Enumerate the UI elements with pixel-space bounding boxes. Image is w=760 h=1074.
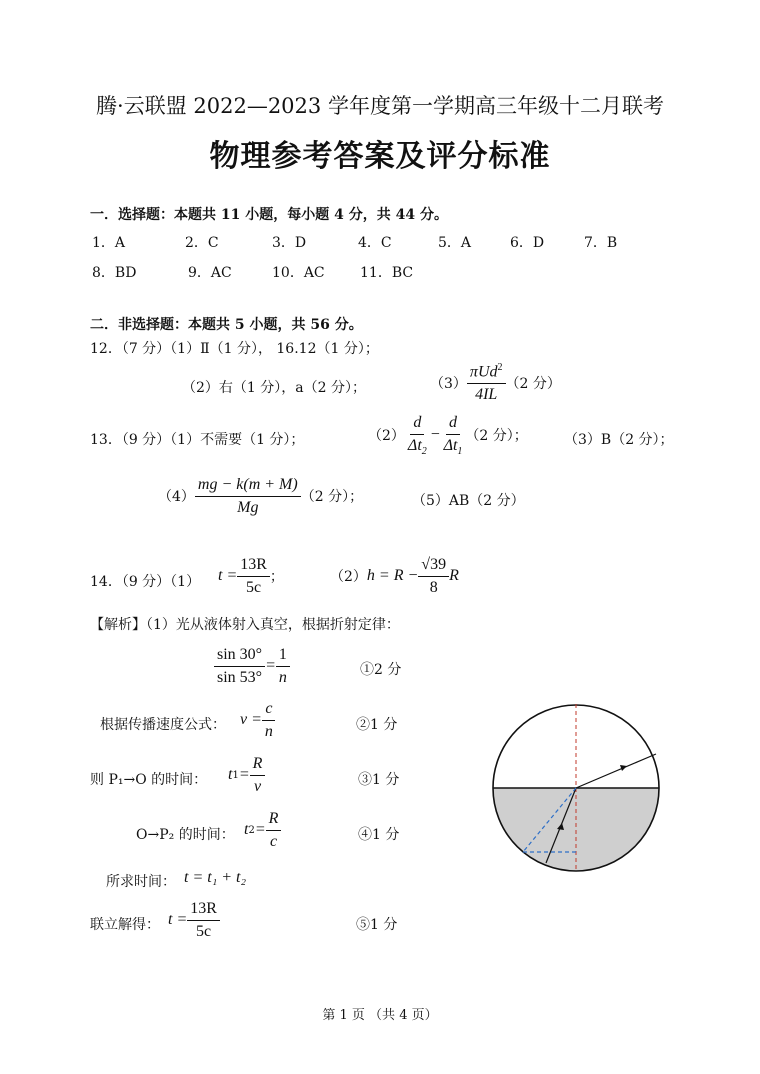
q14-answer1-end: ；: [269, 569, 284, 586]
q14-eq3: [228, 755, 265, 795]
q14-eq2: [240, 700, 276, 740]
q14-eq4-score: ④1 分: [358, 827, 400, 843]
answer-item: 7．B: [584, 235, 618, 251]
q14-eq2-num: c: [262, 700, 275, 721]
q14-eq4-lhs: t: [244, 821, 249, 839]
q13-fraction-1-den: Δt: [407, 436, 422, 454]
q14-answer1-num: 13R: [237, 556, 270, 577]
q13-part4-score: （2 分）；: [300, 489, 364, 506]
q14-eq3-equals: =: [238, 766, 250, 784]
q12-fraction-den: 4IL: [475, 385, 498, 403]
q14-answer2-label: （2）: [330, 569, 367, 586]
q14-eq4-equals: =: [254, 821, 266, 839]
q13-fraction-2-den: Δt: [443, 436, 458, 454]
q13-minus: −: [429, 426, 441, 444]
q14-answer1: [218, 556, 284, 596]
q14-prefix: 14．（9 分）（1）: [90, 574, 201, 590]
q14-answer1-fraction: [237, 556, 270, 596]
answer-item: 1．A: [92, 235, 126, 251]
q12-part3-label: （3）: [430, 375, 467, 392]
answer-item: 5．A: [438, 235, 472, 251]
q14-answer1-lhs: t =: [218, 567, 238, 585]
q14-eq1-score: ①2 分: [360, 662, 402, 678]
q14-eq6-den: 5c: [196, 922, 212, 940]
q14-eq4-den: c: [269, 832, 278, 850]
q13-fraction-1-sub: 2: [421, 445, 427, 457]
q12-fraction-sup: 2: [497, 362, 503, 373]
q14-eq3-den: v: [253, 777, 262, 795]
q14-eq3-num: R: [250, 755, 266, 776]
q13-fraction-2-sub: 1: [457, 445, 463, 457]
q12-part2: （2）右（1 分），a（2 分）；: [182, 380, 366, 396]
q14-eq2-score: ②1 分: [356, 717, 398, 733]
section1-heading: 一．选择题：本题共 11 小题，每小题 4 分，共 44 分。: [90, 207, 448, 223]
q13-part2: [368, 414, 528, 457]
q14-eq6-fraction: [187, 900, 220, 940]
q13-part2-label: （2）: [368, 428, 405, 445]
q14-answer2-num: √39: [418, 556, 449, 577]
q14-eq3-lhs: t: [228, 766, 233, 784]
q14-eq4-sub: 2: [248, 824, 255, 836]
q13-fraction-4: [195, 476, 301, 516]
q14-eq6-score: ⑤1 分: [356, 917, 398, 933]
answer-item: 9．AC: [188, 265, 232, 281]
q14-answer2: [330, 556, 459, 596]
q14-eq1-equals: =: [265, 657, 276, 675]
q14-eq1-fraction-2: [276, 646, 290, 686]
refraction-diagram: [490, 702, 662, 874]
q14-eq1-den2: n: [278, 668, 287, 686]
q13-part2-score: （2 分）；: [465, 428, 528, 445]
q13-fraction-4-num: mg − k(m + M): [195, 476, 301, 497]
q14-answer2-lhs: h = R −: [366, 567, 419, 585]
document-title: 物理参考答案及评分标准: [209, 139, 551, 174]
q14-eq6-text: 联立解得：: [90, 917, 160, 933]
q14-eq1-num1: sin 30°: [214, 646, 265, 667]
q12-fraction: [467, 362, 506, 404]
q14-eq2-den: n: [264, 722, 273, 740]
q14-eq2-lhs: v =: [240, 711, 262, 729]
refracted-ray-arrow-icon: [620, 765, 627, 771]
answer-item: 11．BC: [360, 265, 414, 281]
answer-item: 2．C: [185, 235, 219, 251]
exam-title: 腾·云联盟 2022—2023 学年度第一学期高三年级十二月联考: [96, 94, 664, 118]
q14-eq5-text: 所求时间：: [106, 874, 176, 890]
q13-fraction-1: [405, 414, 430, 457]
answer-item: 6．D: [510, 235, 545, 251]
q13-part4-label: （4）: [158, 489, 195, 506]
q14-eq2-fraction: [262, 700, 276, 740]
q13-part4: [158, 476, 363, 516]
answer-item: 8．BD: [92, 265, 137, 281]
answer-item: 4．C: [358, 235, 392, 251]
q14-answer1-den: 5c: [246, 578, 262, 596]
q12-line1: 12．（7 分）（1）Ⅱ（1 分）， 16.12（1 分）；: [90, 341, 379, 357]
q13-fraction-2: [441, 414, 466, 457]
q14-eq4: [244, 810, 281, 850]
q14-eq6: [168, 900, 220, 940]
q13-prefix: 13．（9 分）（1）不需要（1 分）；: [90, 432, 305, 448]
q14-eq3-sub: 1: [232, 769, 239, 781]
q14-eq3-score: ③1 分: [358, 772, 400, 788]
q14-eq4-text: O→P₂ 的时间：: [136, 827, 235, 843]
q14-eq2-text: 根据传播速度公式：: [100, 717, 226, 733]
page-footer: 第 1 页 （共 4 页）: [322, 1008, 438, 1023]
q13-fraction-1-num: d: [410, 414, 424, 435]
answer-item: 10．AC: [272, 265, 325, 281]
q14-eq3-text: 则 P₁→O 的时间：: [90, 772, 208, 788]
section2-heading: 二．非选择题：本题共 5 小题，共 56 分。: [90, 317, 363, 333]
refracted-ray: [576, 754, 656, 788]
q12-part3: [430, 362, 561, 404]
q14-eq1-num2: 1: [276, 646, 290, 667]
q12-part3-score: （2 分）: [505, 375, 561, 392]
q13-part5: （5）AB（2 分）: [412, 493, 525, 509]
q13-part3: （3）B（2 分）；: [564, 432, 674, 448]
q14-eq1-den1: sin 53°: [217, 668, 263, 686]
q14-eq6-num: 13R: [187, 900, 220, 921]
q14-eq5-expr: t = t₁ + t₂: [184, 869, 247, 886]
q14-eq6-lhs: t =: [168, 911, 188, 929]
q13-fraction-2-num: d: [446, 414, 460, 435]
q14-eq4-num: R: [266, 810, 282, 831]
q14-eq4-fraction: [266, 810, 282, 850]
q14-answer2-fraction: [418, 556, 449, 596]
q13-fraction-4-den: Mg: [237, 498, 259, 516]
q14-eq3-fraction: [250, 755, 266, 795]
q12-fraction-num: πUd: [469, 363, 498, 381]
q14-eq1: [214, 646, 290, 686]
q14-answer2-den: 8: [429, 578, 438, 596]
q14-answer2-end: R: [449, 567, 459, 585]
q14-eq1-fraction-1: [214, 646, 265, 686]
q14-analysis-intro: 【解析】（1）光从液体射入真空，根据折射定律：: [90, 617, 400, 633]
answer-item: 3．D: [272, 235, 307, 251]
